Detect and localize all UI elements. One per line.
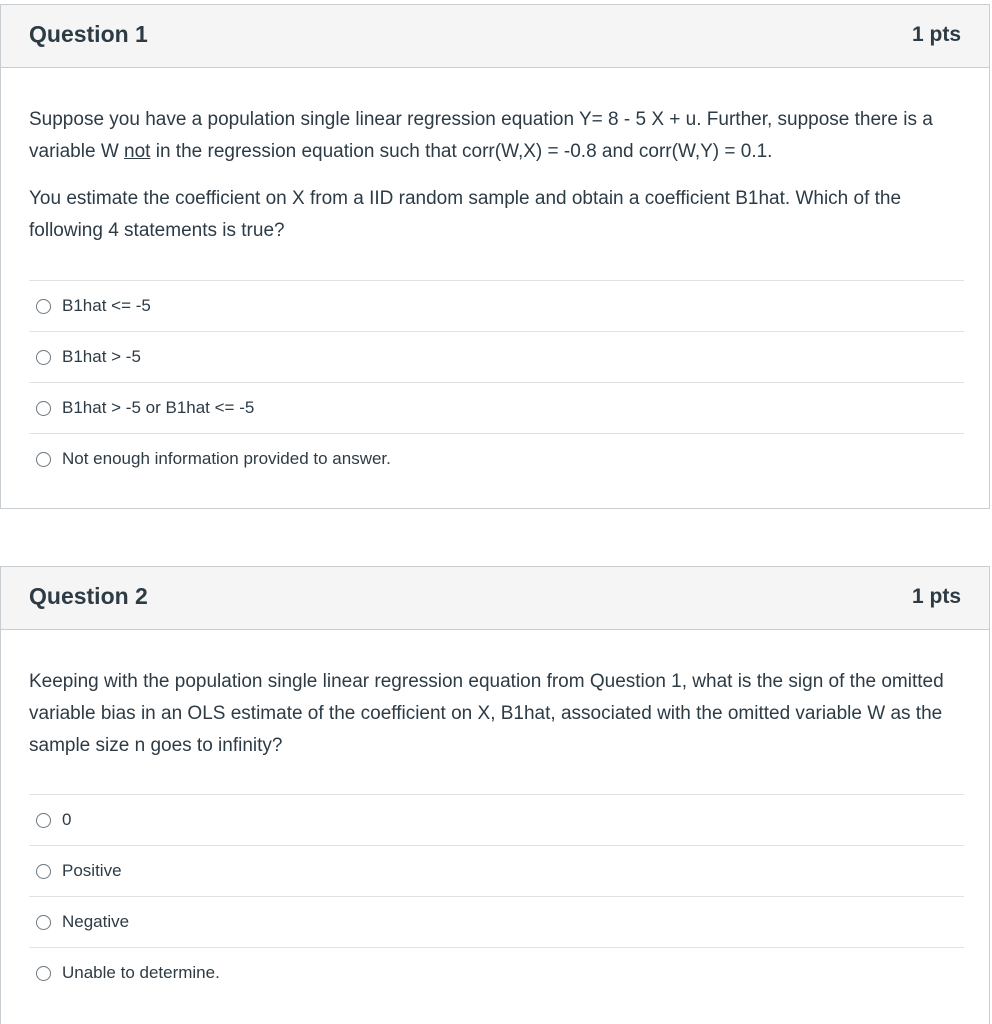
- text-segment: in the regression equation such that corr(W,X) = -0.8 and corr(W,Y) = 0.1.: [150, 141, 773, 162]
- radio-button[interactable]: [36, 452, 51, 467]
- question-paragraph: [29, 104, 959, 168]
- answer-label: Positive: [62, 861, 122, 880]
- question-text: [29, 104, 959, 247]
- answer-option[interactable]: [29, 795, 964, 846]
- answer-list: [29, 794, 964, 998]
- text-segment: Suppose you have a population single linear regression equation Y= 8 - 5 X + u. Further, suppose there is a variable W: [29, 109, 933, 162]
- answer-label: 0: [62, 810, 72, 829]
- question-header: [1, 567, 989, 630]
- radio-button[interactable]: [36, 350, 51, 365]
- answer-label: B1hat > -5: [62, 347, 141, 366]
- radio-button[interactable]: [36, 915, 51, 930]
- radio-button[interactable]: [36, 299, 51, 314]
- answer-option[interactable]: [29, 897, 964, 948]
- question-header: [1, 5, 989, 68]
- question-points: 1 pts: [911, 585, 961, 608]
- question-paragraph: Keeping with the population single linear regression equation from Question 1, what is the sign of the omitted variable bias in an OLS estimate of the coefficient on X, B1hat, associated with the omitted variable W as the sample size n goes to infinity?: [29, 671, 944, 756]
- answer-label: B1hat <= -5: [62, 296, 151, 315]
- question-title: Question 1: [29, 21, 148, 47]
- question-2-card: [0, 566, 990, 1024]
- answer-option[interactable]: [29, 948, 964, 998]
- question-text: [29, 666, 959, 762]
- radio-button[interactable]: [36, 401, 51, 416]
- question-paragraph: You estimate the coefficient on X from a IID random sample and obtain a coefficient B1hat. Which of the following 4 statements is true?: [29, 188, 902, 241]
- answer-option[interactable]: [29, 383, 964, 434]
- answer-label: Not enough information provided to answer.: [62, 449, 391, 468]
- answer-option[interactable]: [29, 434, 964, 484]
- answer-option[interactable]: [29, 281, 964, 332]
- radio-button[interactable]: [36, 966, 51, 981]
- underlined-text: not: [124, 141, 151, 162]
- question-1-card: [0, 4, 990, 509]
- answer-label: B1hat > -5 or B1hat <= -5: [62, 398, 255, 417]
- answer-list: [29, 280, 964, 484]
- answer-option[interactable]: [29, 332, 964, 383]
- question-points: 1 pts: [911, 23, 961, 46]
- answer-label: Unable to determine.: [62, 963, 220, 982]
- answer-option[interactable]: [29, 846, 964, 897]
- radio-button[interactable]: [36, 864, 51, 879]
- question-title: Question 2: [29, 583, 148, 609]
- radio-button[interactable]: [36, 813, 51, 828]
- answer-label: Negative: [62, 912, 130, 931]
